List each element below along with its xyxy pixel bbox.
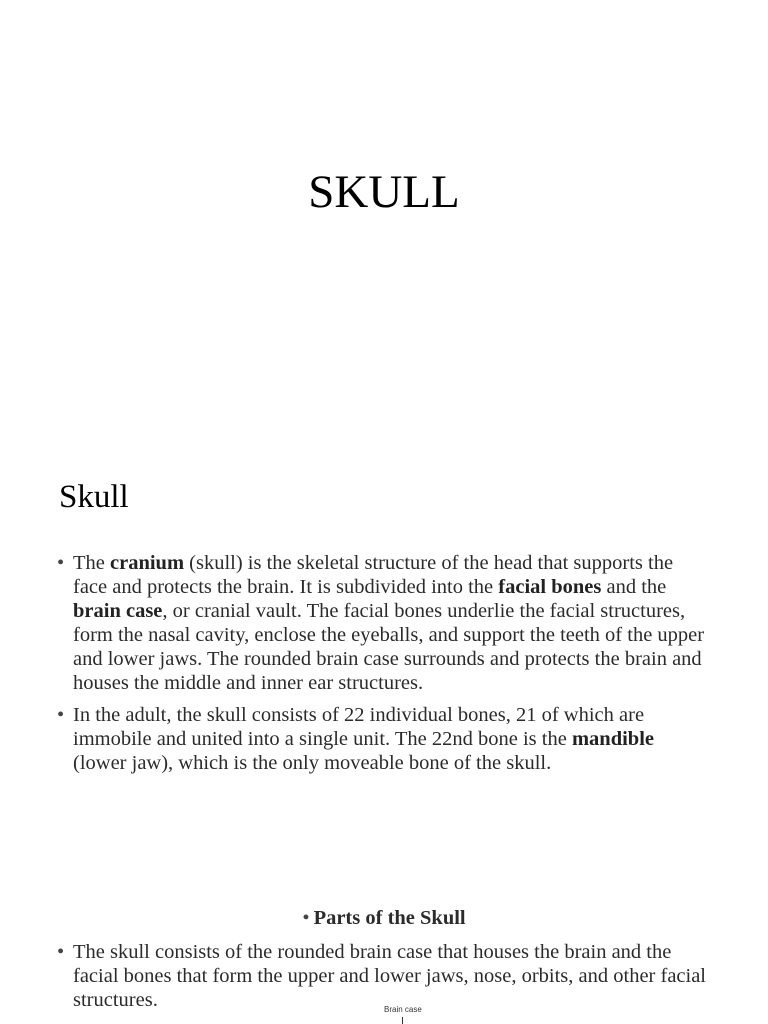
bullet-text: (lower jaw), which is the only moveable bone of the skull.	[73, 752, 552, 774]
bullet-text: (skull) is the skeletal structure of the head that supports the face and protects the brain. It is subdivided into the	[73, 552, 674, 598]
slide-title: SKULL	[308, 166, 460, 218]
bullet-cranium	[57, 551, 707, 695]
diagram-leader-line	[402, 1017, 403, 1024]
parts-bullet-list	[57, 940, 707, 1020]
bullet-text: The	[73, 552, 110, 574]
diagram-label-brain-case: Brain case	[384, 1005, 422, 1014]
bullet-adult-skull	[57, 703, 707, 775]
bullet-skull-parts	[57, 940, 707, 1012]
parts-heading	[0, 905, 768, 931]
section-heading: Skull	[59, 479, 129, 515]
bullet-text: In the adult, the skull consists of 22 individual bones, 21 of which are immobile and united into a single unit. The 22nd bone is the	[73, 704, 645, 750]
bullet-text: , or cranial vault. The facial bones underlie the facial structures, form the nasal cavity, enclose the eyeballs, and support the teeth of the upper and lower jaws. The rounded brain case surrounds and protects the brain and houses the middle and inner ear structures.	[73, 600, 705, 694]
term-cranium: cranium	[110, 552, 185, 574]
bullet-dot: •	[302, 907, 310, 929]
skull-bullet-list	[57, 551, 707, 783]
bullet-text: The skull consists of the rounded brain case that houses the brain and the facial bones that form the upper and lower jaws, nose, orbits, and other facial structures.	[73, 941, 707, 1011]
term-mandible: mandible	[571, 728, 654, 750]
bullet-text: and the	[601, 576, 667, 598]
parts-heading-text: Parts of the Skull	[313, 907, 466, 929]
term-brain-case: brain case	[73, 600, 163, 622]
term-facial-bones: facial bones	[498, 576, 602, 598]
